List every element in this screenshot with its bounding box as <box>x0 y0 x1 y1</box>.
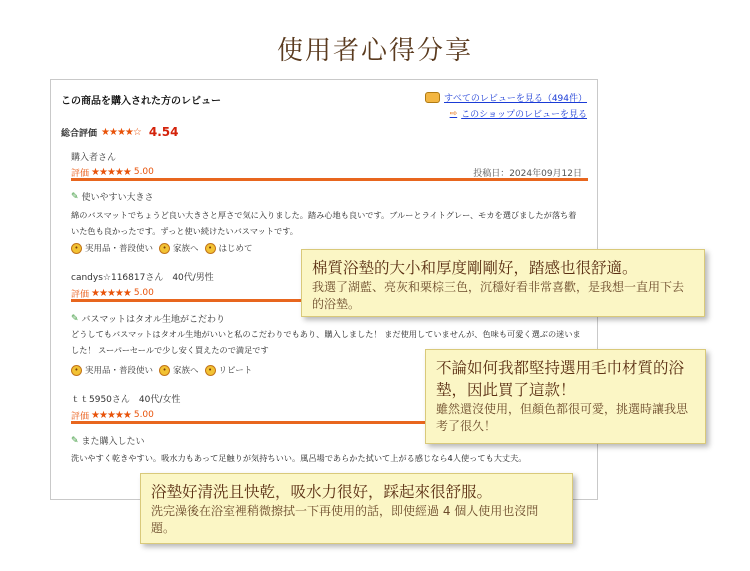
callout-detail: 洗完澡後在浴室裡稍微擦拭一下再使用的話，即使經過 4 個人使用也沒問題。 <box>151 504 539 535</box>
pencil-icon: ✎ <box>71 435 79 446</box>
callout-detail: 我選了湖藍、亮灰和栗棕三色，沉穩好看非常喜歡，是我想一直用下去的浴墊。 <box>312 280 685 311</box>
tag-label: 実用品・普段使い <box>85 366 154 376</box>
review-title <box>71 190 154 203</box>
overall-rating-label: 総合評価 <box>61 128 98 139</box>
overall-rating <box>61 125 178 139</box>
review-stars: ★★★★★ <box>91 287 131 299</box>
review-body: 綿のバスマットでちょうど良い大きさと厚さで気に入りました。踏み心地も良いです。ブルーとライトグレー、モカを選びましたが落ち着いた色も良かったです。ずっと使い続けたいバスマットです。 <box>71 210 577 236</box>
tag-family <box>159 364 199 376</box>
callout-headline: 棉質浴墊的大小和厚度剛剛好，踏感也很舒適。 <box>312 259 638 277</box>
rating-label: 評価 <box>71 289 90 300</box>
tag-label: 実用品・普段使い <box>85 244 154 254</box>
review-title-text: 使いやすい大きさ <box>81 193 154 203</box>
review-title <box>71 434 145 447</box>
reviewer-name[interactable]: candys☆116817さん 40代/男性 <box>71 273 214 283</box>
review-tags <box>71 242 253 254</box>
rating-row <box>71 166 588 181</box>
rating-label: 評価 <box>71 411 90 422</box>
pencil-icon: ✎ <box>71 313 79 324</box>
face-icon: • <box>205 365 216 376</box>
translation-callout <box>140 473 573 544</box>
tag-family <box>159 242 199 254</box>
face-icon: • <box>71 243 82 254</box>
tag-label: 家族へ <box>173 366 199 376</box>
translation-callout <box>301 249 705 317</box>
review-score: 5.00 <box>133 167 154 177</box>
review-title-text: バスマットはタオル生地がこだわり <box>81 315 226 325</box>
review-title-text: また購入したい <box>81 437 145 447</box>
review-title <box>71 312 225 325</box>
review-body: 洗いやすく乾きやすい。吸水力もあって足触りが気持ちいい。風呂場であらかた拭いて上がる感じなら4人使っても大丈夫。 <box>71 453 527 463</box>
tag-first-time <box>205 242 253 254</box>
review-stars: ★★★★★ <box>91 166 131 178</box>
tag-label: 家族へ <box>173 244 199 254</box>
overall-stars: ★★★★☆ <box>101 126 141 138</box>
pencil-icon: ✎ <box>71 191 79 202</box>
review-item <box>61 148 588 258</box>
overall-score: 4.54 <box>148 125 179 139</box>
reviewer-name[interactable]: ｔｔ5950さん 40代/女性 <box>71 395 181 405</box>
face-icon: • <box>71 365 82 376</box>
post-date: 投稿日：2024年09月12日 <box>473 168 582 179</box>
page-title: 使用者心得分享 <box>276 36 473 66</box>
face-icon: • <box>159 243 170 254</box>
tag-label: リピート <box>218 366 253 376</box>
all-reviews-link[interactable] <box>425 91 587 104</box>
tag-everyday-use <box>71 242 153 254</box>
arrow-right-icon: ⇨ <box>449 108 458 119</box>
face-icon: • <box>159 365 170 376</box>
callout-headline: 不論如何我都堅持選用毛巾材質的浴墊，因此買了這款！ <box>436 359 685 399</box>
review-tags <box>71 364 252 376</box>
review-panel-heading: この商品を購入された方のレビュー <box>61 96 221 107</box>
review-score: 5.00 <box>133 410 154 420</box>
shop-reviews-link[interactable] <box>450 107 587 120</box>
review-body: どうしてもバスマットはタオル生地がいいと私のこだわりでもあり、購入しました！ まだ使用していませんが、色味も可愛く選ぶの迷いました！ スーパーセールで少し安く買えたので満足です <box>71 329 581 355</box>
reviewer-name[interactable]: 購入者さん <box>71 153 117 163</box>
speech-bubble-icon <box>425 92 440 103</box>
all-reviews-link-label[interactable]: すべてのレビューを見る（494件） <box>444 94 587 104</box>
tag-everyday-use <box>71 364 153 376</box>
review-stars: ★★★★★ <box>91 409 131 421</box>
callout-detail: 雖然還沒使用，但顏色都很可愛，挑選時讓我思考了很久！ <box>436 402 689 433</box>
translation-callout <box>425 349 706 444</box>
tag-repeat <box>205 364 253 376</box>
tag-label: はじめて <box>218 244 253 254</box>
face-icon: • <box>205 243 216 254</box>
rating-label: 評価 <box>71 168 90 179</box>
callout-headline: 浴墊好清洗且快乾，吸水力很好，踩起來很舒服。 <box>151 483 493 501</box>
review-score: 5.00 <box>133 288 154 298</box>
shop-reviews-link-label[interactable]: このショップのレビューを見る <box>461 110 587 120</box>
